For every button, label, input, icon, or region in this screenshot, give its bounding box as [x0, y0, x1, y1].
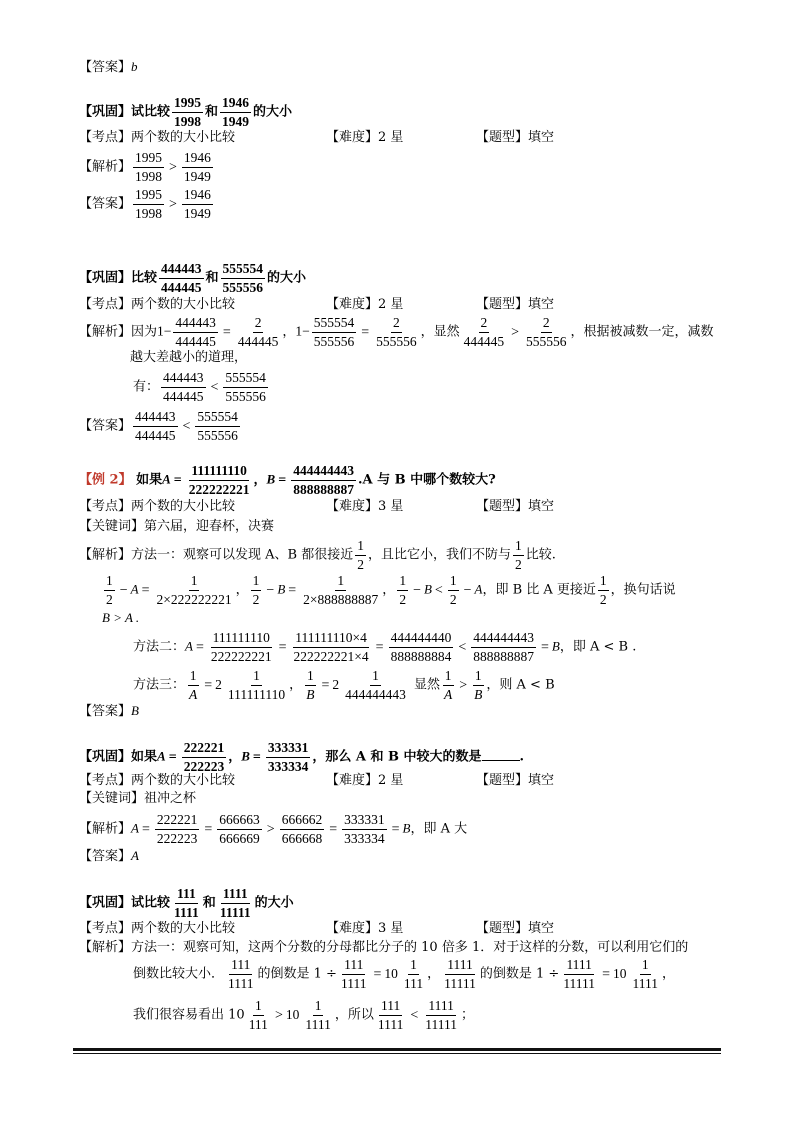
- analysis-line: 【解析】方法一：观察可以发现 A、B 都很接近 $\frac{1}{2}$ ，且比它小，我们不防与 $\frac{1}{2}$ 比较.: [79, 538, 556, 572]
- answer-line: 【答案】 $\frac{1995}{1998}$ > $\frac{1946}{1949}$: [79, 187, 211, 221]
- analysis-line: 【解析】方法一：观察可知，这两个分数的分母都比分子的 10 倍多 1．对于这样的分数，可以利用它们的: [79, 940, 689, 955]
- footer-rule-thin: [73, 1053, 721, 1054]
- question-type: 【题型】填空: [476, 297, 555, 312]
- analysis-line: 【解析】因为1− $\frac{444443}{444445}$ = $\frac{2}{444445}$ ，1− $\frac{555554}{555556}$ = $\frac{2}{555556}$ ，显然 $\frac{2}{444445}$ > $\frac{2}{555556}$ ，根据被减数一定，减数: [79, 315, 714, 349]
- difficulty: 【难度】2 星: [326, 130, 404, 145]
- question-type: 【题型】填空: [476, 921, 555, 936]
- fraction: $\frac{444443}{444445}$: [161, 261, 202, 295]
- keywords-line: 【关键词】第六届，迎春杯，决赛: [79, 519, 275, 534]
- exercise-4-question: 【巩固】试比较 $\frac{111}{1111}$ 和 $\frac{1111}{11111}$ 的大小: [79, 886, 294, 920]
- footer-rule-thick: [73, 1048, 721, 1051]
- meta-line: 【考点】两个数的大小比较: [79, 921, 236, 936]
- question-text: 和: [205, 104, 219, 120]
- exercise-1-question: [79, 95, 292, 129]
- question-type: 【题型】填空: [476, 130, 555, 145]
- question-text: 的大小: [253, 104, 293, 120]
- answer-line: 【答案】B: [79, 703, 139, 719]
- example-label: 【例 2】: [79, 472, 132, 488]
- answer-line: 【答案】A: [79, 848, 139, 864]
- answer-line: 【答案】 $\frac{444443}{444445}$ < $\frac{555554}{555556}$: [79, 409, 238, 443]
- answer-label: 【答案】: [79, 196, 132, 212]
- fraction: $\frac{1946}{1949}$: [183, 150, 211, 184]
- topic-label: 【考点】: [79, 130, 132, 145]
- difficulty: 【难度】2 星: [326, 773, 404, 788]
- question-text: 试比较: [131, 104, 171, 120]
- fraction: $\frac{1995}{1998}$: [135, 187, 163, 221]
- topic-value: 两个数的大小比较: [131, 130, 236, 145]
- analysis-have: 有： $\frac{444443}{444445}$ < $\frac{555554}{555556}$: [133, 370, 266, 404]
- exercise-3-question: 【巩固】如果A = $\frac{222221}{222223}$ ，B = $\frac{333331}{333334}$ ，那么 A 和 B 中较大的数是 .: [79, 740, 525, 774]
- difficulty: 【难度】3 星: [326, 499, 404, 514]
- example-2-question: 【例 2】 如果A = $\frac{111111110}{222222221}$ ，B = $\frac{444444443}{888888887}$ .A 与 B 中哪个数较大?: [79, 463, 496, 497]
- meta-line: 【考点】两个数的大小比较: [79, 773, 236, 788]
- analysis-label: 【解析】: [79, 159, 132, 175]
- answer-blank: [482, 748, 520, 761]
- analysis-line-2: 倒数比较大小． $\frac{111}{1111}$ 的倒数是 1 ÷ $\frac{111}{1111}$ = 10 1 111 ， $\frac{1111}{11111}$ 的倒数是 1 ÷ $\frac{1111}{11111}$ = 10 1 1111 ，: [133, 957, 675, 991]
- keywords-line: 【关键词】祖冲之杯: [79, 791, 197, 806]
- answer-value: b: [131, 59, 138, 74]
- analysis-line-2: $\frac{1}{2}$ − A = $\frac{1}{2\times 222222221}$ ， $\frac{1}{2}$ − B = $\frac{1}{2\times 888888887}$ ， $\frac{1}{2}$ − B < $\frac{1}{2}$ − A，即 B 比 A 更接近 $\frac{1}{2}$ ，换句话说: [106, 573, 676, 607]
- analysis-line-3: 我们很容易看出 10 $\frac{1}{111}$ > 10 1 1111 ，所以 $\frac{111}{1111}$ < $\frac{1111}{11111}$ ；: [133, 998, 475, 1032]
- exercise-label: 【巩固】: [79, 270, 132, 286]
- question-type: 【题型】填空: [476, 773, 555, 788]
- answer-line-0: [79, 60, 138, 74]
- analysis-continued: 越大差越小的道理，: [130, 350, 248, 365]
- fraction: $\frac{555554}{555556}$: [222, 261, 264, 295]
- meta-line: 【考点】两个数的大小比较: [79, 297, 236, 312]
- fraction: $\frac{1946}{1949}$: [183, 187, 211, 221]
- analysis-line-3: B > A .: [102, 610, 140, 625]
- exercise-2-question: 【巩固】比较 $\frac{444443}{444445}$ 和 $\frac{555554}{555556}$ 的大小: [79, 261, 307, 295]
- meta-line: 【考点】两个数的大小比较: [79, 499, 236, 514]
- fraction: $\frac{1995}{1998}$: [174, 95, 202, 129]
- fraction: $\frac{1995}{1998}$: [135, 150, 163, 184]
- method-3: 方法三： $\frac{1}{A}$ = 2 1 111111110 ， $\frac{1}{B}$ = 2 1 444444443 显然 $\frac{1}{A}$ > $\frac{1}{B}$ ，则 A < B: [133, 668, 555, 702]
- difficulty: 【难度】2 星: [326, 297, 404, 312]
- analysis-line: 【解析】A = $\frac{222221}{222223}$ = $\frac{666663}{666669}$ > $\frac{666662}{666668}$ = $\frac{333331}{333334}$ = B，即 A 大: [79, 812, 468, 846]
- fraction: $\frac{1946}{1949}$: [222, 95, 250, 129]
- method-2: 方法二：A = $\frac{111111110}{222222221}$ = $\frac{111111110\times 4}{222222221\times 4}$ = $\frac{444444440}{888888884}$ < $\frac{444444443}{888888887}$ = B，即 A < B .: [133, 630, 637, 664]
- analysis-line: 【解析】 $\frac{1995}{1998}$ > $\frac{1946}{1949}$: [79, 150, 211, 184]
- exercise-label: 【巩固】: [79, 104, 132, 120]
- difficulty: 【难度】3 星: [326, 921, 404, 936]
- meta-line: [79, 131, 235, 144]
- question-type: 【题型】填空: [476, 499, 555, 514]
- answer-label: 【答案】: [79, 60, 132, 75]
